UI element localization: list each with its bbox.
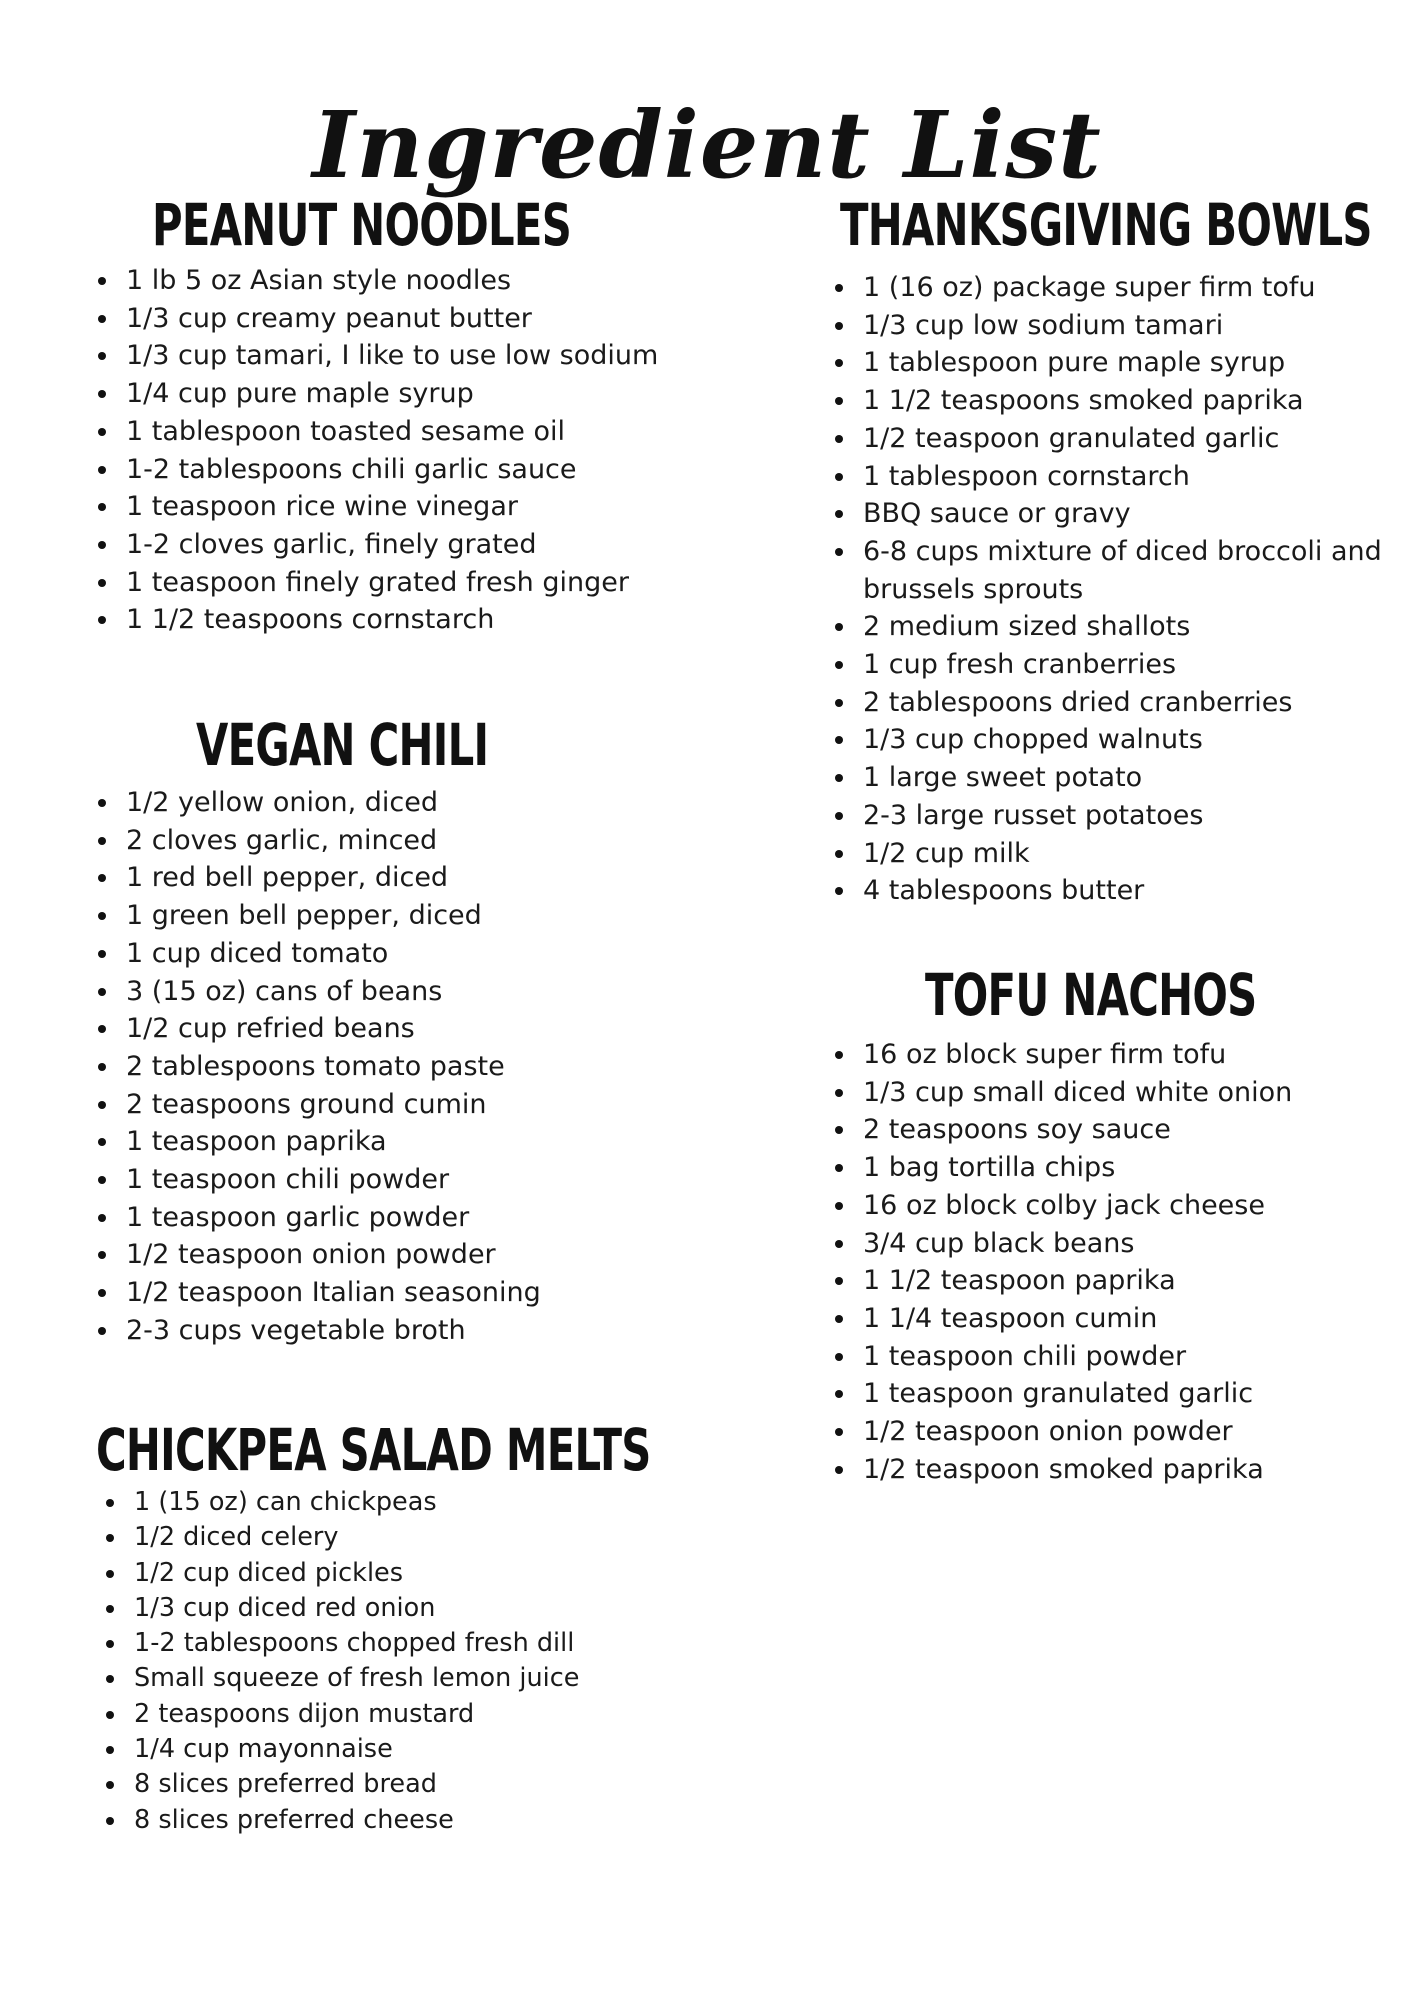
ingredient-item: 1 1/2 teaspoon paprika [833, 1262, 1393, 1300]
section-heading-tofu-nachos: TOFU NACHOS [925, 961, 1257, 1029]
ingredient-list-chickpea-salad-melts [104, 1485, 724, 1838]
ingredient-item: 1/2 cup refried beans [96, 1010, 716, 1048]
ingredient-item: 1 tablespoon pure maple syrup [833, 344, 1393, 382]
ingredient-item: 1/3 cup chopped walnuts [833, 721, 1393, 759]
ingredient-item: 8 slices preferred cheese [104, 1803, 724, 1838]
ingredient-list-tofu-nachos [833, 1036, 1393, 1488]
ingredient-item: 1 red bell pepper, diced [96, 859, 716, 897]
section-heading-chickpea-salad-melts: CHICKPEA SALAD MELTS [96, 1416, 651, 1484]
ingredient-item: 1/2 cup diced pickles [104, 1556, 724, 1591]
ingredient-item: 1/3 cup low sodium tamari [833, 307, 1393, 345]
ingredient-item: 1/4 cup pure maple syrup [96, 375, 716, 413]
ingredient-item: 1/4 cup mayonnaise [104, 1732, 724, 1767]
ingredient-item: 1 bag tortilla chips [833, 1149, 1393, 1187]
ingredient-item: 6-8 cups mixture of diced broccoli and brussels sprouts [833, 533, 1393, 608]
ingredient-list-vegan-chili [96, 784, 716, 1350]
ingredient-item: 1 teaspoon garlic powder [96, 1199, 716, 1237]
ingredient-item: 1 green bell pepper, diced [96, 897, 716, 935]
ingredient-item: 1 cup fresh cranberries [833, 646, 1393, 684]
ingredient-item: 4 tablespoons butter [833, 872, 1393, 910]
ingredient-item: 1/2 teaspoon onion powder [96, 1236, 716, 1274]
ingredient-item: 3 (15 oz) cans of beans [96, 973, 716, 1011]
ingredient-item: 2 tablespoons tomato paste [96, 1048, 716, 1086]
ingredient-item: 2-3 cups vegetable broth [96, 1312, 716, 1350]
ingredient-item: 1 teaspoon chili powder [96, 1161, 716, 1199]
ingredient-item: 1 teaspoon granulated garlic [833, 1375, 1393, 1413]
ingredient-item: 2 teaspoons dijon mustard [104, 1697, 724, 1732]
ingredient-item: 1 1/2 teaspoons smoked paprika [833, 382, 1393, 420]
ingredient-item: 1-2 cloves garlic, finely grated [96, 526, 716, 564]
ingredient-item: 1/3 cup small diced white onion [833, 1074, 1393, 1112]
ingredient-item: 1 teaspoon rice wine vinegar [96, 488, 716, 526]
ingredient-item: 1 cup diced tomato [96, 935, 716, 973]
ingredient-item: 1 teaspoon finely grated fresh ginger [96, 564, 716, 602]
ingredient-item: 1-2 tablespoons chopped fresh dill [104, 1626, 724, 1661]
ingredient-item: 1-2 tablespoons chili garlic sauce [96, 451, 716, 489]
ingredient-list-thanksgiving-bowls [833, 269, 1393, 910]
ingredient-item: 2 tablespoons dried cranberries [833, 684, 1393, 722]
ingredient-list-peanut-noodles [96, 262, 716, 639]
ingredient-item: 1 1/4 teaspoon cumin [833, 1300, 1393, 1338]
ingredient-item: BBQ sauce or gravy [833, 495, 1393, 533]
ingredient-item: 1 1/2 teaspoons cornstarch [96, 601, 716, 639]
ingredient-item: 8 slices preferred bread [104, 1767, 724, 1802]
ingredient-item: 1/2 teaspoon smoked paprika [833, 1451, 1393, 1489]
ingredient-item: 2 cloves garlic, minced [96, 822, 716, 860]
section-heading-thanksgiving-bowls: THANKSGIVING BOWLS [840, 191, 1372, 259]
ingredient-item: 2 teaspoons soy sauce [833, 1111, 1393, 1149]
ingredient-item: 2 medium sized shallots [833, 608, 1393, 646]
page-title: Ingredient List [312, 90, 1102, 199]
ingredient-item: 1 tablespoon cornstarch [833, 458, 1393, 496]
section-heading-vegan-chili: VEGAN CHILI [196, 711, 489, 779]
ingredient-item: 1/2 yellow onion, diced [96, 784, 716, 822]
ingredient-item: 1 teaspoon chili powder [833, 1338, 1393, 1376]
ingredient-item: 1/3 cup diced red onion [104, 1591, 724, 1626]
ingredient-item: 1 (16 oz) package super firm tofu [833, 269, 1393, 307]
ingredient-item: 1/3 cup tamari, I like to use low sodium [96, 337, 716, 375]
ingredient-item: 1 teaspoon paprika [96, 1123, 716, 1161]
ingredient-item: 3/4 cup black beans [833, 1225, 1393, 1263]
ingredient-item: 1/2 teaspoon granulated garlic [833, 420, 1393, 458]
ingredient-item: Small squeeze of fresh lemon juice [104, 1661, 724, 1696]
ingredient-item: 1 tablespoon toasted sesame oil [96, 413, 716, 451]
ingredient-item: 1/2 diced celery [104, 1520, 724, 1555]
ingredient-item: 1/2 teaspoon onion powder [833, 1413, 1393, 1451]
ingredient-item: 2 teaspoons ground cumin [96, 1086, 716, 1124]
ingredient-item: 1 large sweet potato [833, 759, 1393, 797]
ingredient-item: 1 lb 5 oz Asian style noodles [96, 262, 716, 300]
ingredient-item: 1/2 cup milk [833, 835, 1393, 873]
section-heading-peanut-noodles: PEANUT NOODLES [152, 191, 572, 259]
ingredient-item: 1/2 teaspoon Italian seasoning [96, 1274, 716, 1312]
ingredient-item: 16 oz block colby jack cheese [833, 1187, 1393, 1225]
ingredient-item: 16 oz block super firm tofu [833, 1036, 1393, 1074]
ingredient-item: 1 (15 oz) can chickpeas [104, 1485, 724, 1520]
ingredient-item: 1/3 cup creamy peanut butter [96, 300, 716, 338]
ingredient-item: 2-3 large russet potatoes [833, 797, 1393, 835]
